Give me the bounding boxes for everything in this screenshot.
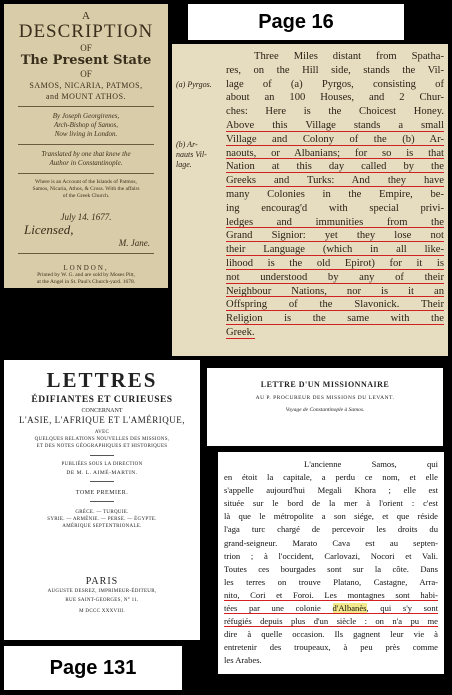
text-line-underlined: réfugiés depuis plus d'un siècle : on n'a pu me bbox=[224, 615, 438, 628]
divider bbox=[90, 481, 114, 482]
text-line-underlined: nito, Cori et Foroi. Les montagnes sont habi- bbox=[224, 589, 438, 602]
text-line-underlined: Neighbour Nations, nor is it an bbox=[226, 285, 444, 297]
text-line-underlined: naouts, or Albanians; for so is that bbox=[226, 147, 444, 159]
contents-line-3: AMÉRIQUE SEPTENTRIONALE. bbox=[62, 524, 142, 529]
imprint-city: LONDON, bbox=[63, 264, 109, 272]
title-of-2: OF bbox=[80, 69, 92, 79]
text-line: entretenir des troupeaux, à peu près comme bbox=[224, 642, 438, 653]
text-line: ing encourag'd with special privi- bbox=[226, 202, 444, 214]
page-16-body bbox=[226, 50, 444, 345]
imprint-printer: Printed by W. G. and are sold by Moses Pitt, bbox=[37, 272, 135, 278]
text-line-underlined: Nation at this day called by the bbox=[226, 161, 444, 173]
margin-note-arnauts bbox=[176, 140, 224, 170]
text-line-underlined: Greek. bbox=[226, 326, 255, 338]
tome-line: TOME PREMIER. bbox=[75, 490, 129, 496]
text-line: dire à quelle occasion. Ils gagnent leur vie à bbox=[224, 629, 438, 640]
text-line: s'appelle aujourd'hui Megali Khora ; elle est bbox=[224, 485, 438, 496]
concernant-label: CONCERNANT bbox=[81, 408, 123, 414]
page-16-label-box bbox=[188, 4, 404, 40]
text-line: les terres on trouve Platano, Castagne, Arra- bbox=[224, 576, 438, 587]
text-line: Toutes ces bourgades sont sur la côte. Dans bbox=[224, 563, 438, 574]
page-131-label: Page 131 bbox=[49, 657, 137, 679]
imprint-publisher: AUGUSTE DESREZ, IMPRIMEUR-ÉDITEUR, bbox=[47, 589, 157, 594]
avec-line-3: ET DES NOTES GÉOGRAPHIQUES ET HISTORIQUES bbox=[36, 444, 168, 449]
text-line-underlined: Village and Colony of the (b) Ar- bbox=[226, 133, 444, 145]
licensed-label: Licensed, bbox=[24, 222, 74, 237]
avec-line: AVEC bbox=[94, 430, 110, 435]
highlighted-phrase: d'Albanès bbox=[332, 603, 367, 614]
text-line-underlined: Greeks and Turks: And they have bbox=[226, 175, 444, 187]
title-present-state: The Present State bbox=[20, 53, 152, 68]
text-line-underlined: their Language (which in all like- bbox=[226, 244, 444, 256]
letter-recipient: AU P. PROCUREUR DES MISSIONS DU LEVANT. bbox=[255, 395, 395, 401]
fine-print: Where is an Account of the Islands of Patmos, bbox=[35, 179, 137, 185]
text-line-underlined: not understood by any of their bbox=[226, 271, 444, 283]
text-line-underlined: ledges and immunities from the bbox=[226, 216, 444, 228]
contents-line-2: SYRIE. — ARMÉNIE. — PERSE. — ÉGYPTE. bbox=[47, 517, 157, 522]
text-line: les Arabes. bbox=[224, 655, 262, 666]
text-line: là que le métropolite a son siége, et que réside bbox=[224, 511, 438, 522]
page-16-label: Page 16 bbox=[258, 11, 334, 33]
text-line-underlined: lihood is the old Epirot) for it is bbox=[226, 257, 444, 269]
divider bbox=[18, 144, 154, 145]
text-line-underlined: Above this Village stands a small bbox=[226, 119, 444, 131]
translated-line: Translated by one that knew the bbox=[41, 150, 131, 158]
contents-line: GRÈCE. — TURQUIE. bbox=[75, 510, 129, 515]
margin-note-line: nauts Vil- bbox=[176, 150, 207, 159]
text-line: many Colonies in the Empire, be- bbox=[226, 188, 444, 200]
book-title: LETTRES bbox=[46, 368, 158, 392]
author-now: Now living in London. bbox=[54, 130, 118, 138]
text-line: grand-seigneur. Marato Cava est au septen- bbox=[224, 537, 438, 548]
divider bbox=[18, 106, 154, 107]
title-athos: and MOUNT ATHOS. bbox=[45, 92, 127, 101]
title-of: OF bbox=[80, 43, 92, 53]
author-by: By Joseph Georgirenes, bbox=[52, 112, 120, 120]
title-a: A bbox=[82, 10, 90, 22]
page-131-label-box bbox=[4, 646, 182, 690]
text-line: L'ancienne Samos, qui bbox=[304, 459, 438, 469]
page-16-text bbox=[172, 44, 448, 356]
text-line: située sur le bord de la mer à l'orient : c'est bbox=[224, 498, 438, 509]
text-line: res, on the Hill side, stands the Vil- bbox=[226, 64, 444, 76]
imprint-year: M DCCC XXXVIII. bbox=[79, 609, 125, 614]
margin-note-line: (b) Ar- bbox=[176, 140, 198, 149]
regions-line: L'ASIE, L'AFRIQUE ET L'AMÉRIQUE, bbox=[19, 415, 185, 425]
title-page-lettres bbox=[4, 360, 200, 640]
translated-line-2: Author in Constantinople. bbox=[49, 159, 123, 167]
text-line: en étoit la capitale, a perdu ce nom, et elle bbox=[224, 472, 438, 483]
imprint-printer-2: at the Angel in St. Paul's Church-yard. 1678. bbox=[36, 279, 136, 285]
divider bbox=[90, 501, 114, 502]
divider bbox=[90, 455, 114, 456]
letter-title: LETTRE D'UN MISSIONNAIRE bbox=[260, 380, 390, 389]
text-line: Three Miles distant from Spatha- bbox=[254, 51, 444, 62]
fine-print: Samos, Nicaria, Athos, & Cross. With the affairs bbox=[32, 186, 140, 192]
book-subtitle: ÉDIFIANTES ET CURIEUSES bbox=[31, 395, 173, 405]
title-page-description bbox=[4, 4, 168, 288]
imprint-address: RUE SAINT-GEORGES, N° 11. bbox=[65, 597, 139, 603]
divider bbox=[18, 253, 154, 254]
imprint-city: PARIS bbox=[85, 576, 119, 587]
text-line: about an 100 Houses, and 2 Chur- bbox=[226, 92, 444, 104]
text-line: l'aga turc chargé de percevoir les droits du bbox=[224, 524, 438, 535]
divider bbox=[18, 173, 154, 174]
letter-subtitle: Voyage de Constantinople à Samos. bbox=[285, 407, 365, 413]
title-islands: SAMOS, NICARIA, PATMOS, bbox=[29, 81, 143, 90]
author-title: Arch-Bishop of Samos, bbox=[53, 121, 119, 129]
text-line-underlined: Grand Signior: yet they lose not bbox=[226, 230, 444, 242]
page-131-text bbox=[218, 452, 444, 674]
title-description: DESCRIPTION bbox=[18, 21, 154, 42]
editor-line: DE M. L. AIMÉ-MARTIN. bbox=[66, 470, 138, 476]
publie-line: PUBLIÉES SOUS LA DIRECTION bbox=[61, 462, 143, 467]
text-line-highlighted: tées par une colonie d'Albanès, qui s'y sont bbox=[224, 602, 438, 615]
avec-line-2: QUELQUES RELATIONS NOUVELLES DES MISSIONS, bbox=[34, 437, 170, 442]
letter-header bbox=[207, 368, 443, 446]
text-line-underlined: Religion is the same with the bbox=[226, 313, 444, 325]
margin-note-line: lage. bbox=[176, 160, 192, 169]
text-line: trion ; à l'occident, Carlovazi, Nocori et Vali. bbox=[224, 550, 438, 561]
text-line-underlined: Offspring of the Slavonick. Their bbox=[226, 299, 444, 311]
margin-note-pyrgos: (a) Pyrgos. bbox=[176, 80, 212, 89]
licenser-signature: M. Jane. bbox=[118, 238, 150, 248]
text-line: ches: Here is the Choicest Honey. bbox=[226, 106, 444, 118]
text-line: lage of (a) Pyrgos, consisting of bbox=[226, 78, 444, 90]
license-date: July 14. 1677. bbox=[60, 212, 112, 222]
fine-print: of the Greek Church. bbox=[62, 193, 110, 199]
